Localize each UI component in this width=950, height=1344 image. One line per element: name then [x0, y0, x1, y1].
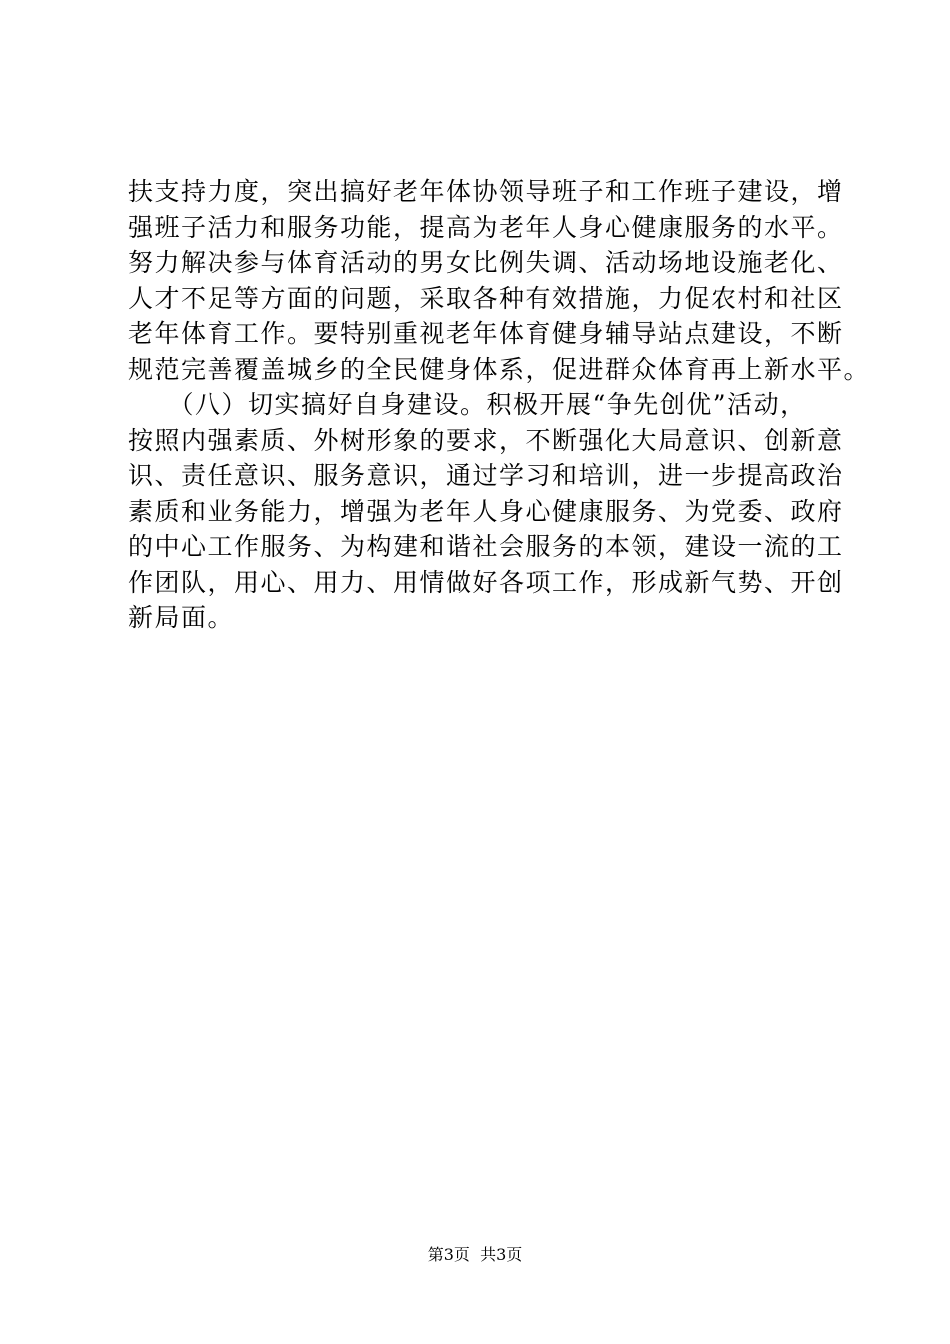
- paragraph-line: 规范完善覆盖城乡的全民健身体系，促进群众体育再上新水平。: [128, 354, 871, 384]
- paragraph-line: 强班子活力和服务功能，提高为老年人身心健康服务的水平。: [128, 212, 844, 242]
- paragraph-line: （八）切实搞好自身建设。积极开展“争先创优”活动，: [128, 390, 807, 419]
- paragraph-1: [128, 174, 871, 387]
- paragraph-line: 扶支持力度，突出搞好老年体协领导班子和工作班子建设，增: [128, 177, 844, 206]
- paragraph-2: [128, 387, 868, 636]
- paragraph-line: 素质和业务能力，增强为老年人身心健康服务、为党委、政府: [128, 496, 844, 526]
- paragraph-line: 按照内强素质、外树形象的要求，不断强化大局意识、创新意: [128, 425, 844, 455]
- page-footer: 第3页 共3页: [427, 1245, 523, 1264]
- paragraph-line: 老年体育工作。要特别重视老年体育健身辅导站点建设，不断: [128, 319, 844, 348]
- paragraph-line: 作团队，用心、用力、用情做好各项工作，形成新气势、开创: [128, 567, 844, 597]
- paragraph-line: 新局面。: [128, 603, 235, 632]
- paragraph-line: 努力解决参与体育活动的男女比例失调、活动场地设施老化、: [128, 248, 844, 277]
- paragraph-line: 人才不足等方面的问题，采取各种有效措施，力促农村和社区: [128, 283, 844, 313]
- paragraph-line: 的中心工作服务、为构建和谐社会服务的本领，建设一流的工: [128, 532, 844, 561]
- paragraph-line: 识、责任意识、服务意识，通过学习和培训，进一步提高政治: [128, 461, 844, 490]
